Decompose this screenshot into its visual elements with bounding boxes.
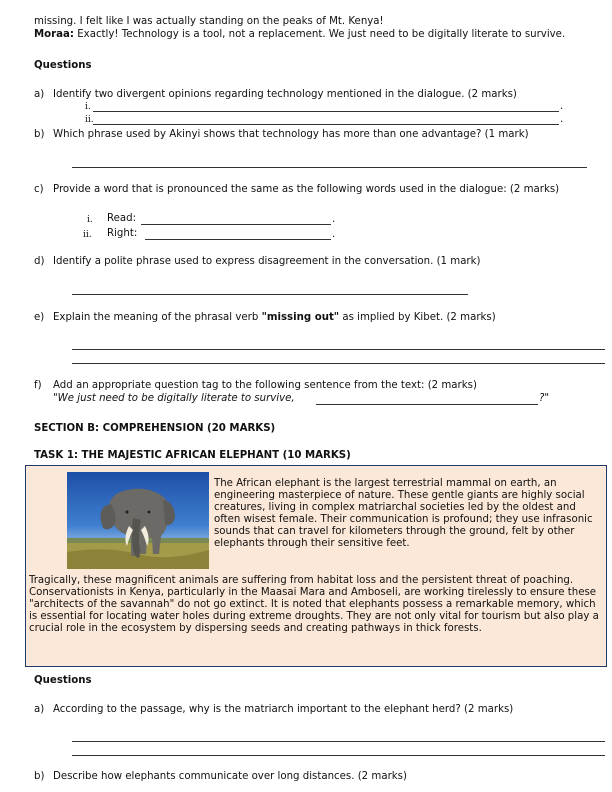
elephant-image — [67, 472, 209, 569]
question-c-text: Provide a word that is pronounced the same as the following words used in the dialogue: (2 marks) — [53, 184, 560, 195]
line-end-dot: . — [560, 114, 564, 125]
question-d-label: d) — [34, 256, 45, 267]
answer-line[interactable] — [93, 124, 559, 125]
answer-line[interactable] — [141, 224, 331, 225]
question-a-text: Identify two divergent opinions regarding technology mentioned in the dialogue. (2 marks) — [53, 89, 517, 100]
question-2a-label: a) — [34, 704, 45, 715]
question-f-text: Add an appropriate question tag to the following sentence from the text: (2 marks) — [53, 380, 477, 391]
question-a-label: a) — [34, 89, 45, 100]
question-c-label: c) — [34, 184, 44, 195]
passage-intro: The African elephant is the largest terrestrial mammal on earth, an engineering masterpiece of nature. These gentle giants are highly social creatures, living in complex matriarchal societies led by the oldest and often wisest female. Their communication is profound; they use infrasonic sounds that can travel for kilometers through the ground, felt by other elephants through their sensitive feet. — [214, 478, 593, 550]
question-f-quote: "We just need to be digitally literate to survive, — [53, 393, 295, 404]
dialogue-line — [34, 29, 565, 41]
question-b-text: Which phrase used by Akinyi shows that technology has more than one advantage? (1 mark) — [53, 129, 529, 140]
question-b-label: b) — [34, 129, 45, 140]
question-d-text: Identify a polite phrase used to express disagreement in the conversation. (1 mark) — [53, 256, 481, 267]
answer-line[interactable] — [72, 755, 605, 756]
section-heading: SECTION B: COMPREHENSION (20 MARKS) — [34, 423, 276, 434]
answer-line[interactable] — [72, 363, 605, 364]
phrasal-verb: "missing out" — [261, 312, 340, 323]
answer-line[interactable] — [145, 239, 331, 240]
answer-line[interactable] — [316, 404, 538, 405]
questions-heading: Questions — [34, 60, 92, 71]
question-2a-text: According to the passage, why is the matriarch important to the elephant herd? (2 marks) — [53, 704, 514, 715]
question-2b-text: Describe how elephants communicate over long distances. (2 marks) — [53, 771, 407, 782]
question-2b-label: b) — [34, 771, 45, 782]
question-c-sub1-num: i. — [87, 215, 93, 225]
question-c-sub2-num: ii. — [83, 230, 92, 240]
answer-line[interactable] — [72, 167, 587, 168]
question-c-sub2: Right: — [107, 228, 138, 239]
question-e-label: e) — [34, 312, 45, 323]
answer-line[interactable] — [72, 741, 605, 742]
speaker-name: Moraa: — [34, 29, 74, 40]
answer-line[interactable] — [72, 294, 468, 295]
dialogue-line: missing. I felt like I was actually standing on the peaks of Mt. Kenya! — [34, 16, 384, 27]
answer-line[interactable] — [72, 349, 605, 350]
answer-line[interactable] — [93, 111, 559, 112]
task-heading: TASK 1: THE MAJESTIC AFRICAN ELEPHANT (10 MARKS) — [34, 450, 351, 461]
question-a-sub1: i. — [85, 102, 91, 112]
questions-heading: Questions — [34, 675, 92, 686]
passage-box — [25, 465, 607, 667]
question-e-after: as implied by Kibet. (2 marks) — [339, 312, 496, 323]
question-f-label: f) — [34, 380, 42, 391]
line-end-dot: . — [332, 229, 336, 240]
question-c-sub1: Read: — [107, 213, 137, 224]
line-end-dot: . — [560, 101, 564, 112]
passage-body: Tragically, these magnificent animals are suffering from habitat loss and the persistent threat of poaching. Conservationists in Kenya, particularly in the Maasai Mara and Amboseli, are working tirelessly to ensure these "architects of the savannah" do not go extinct. It is noted that elephants possess a remarkable memory, which is essential for locating water holes during extreme droughts. They are not only vital for tourism but also play a crucial role in the ecosystem by dispersing seeds and creating pathways in thick forests. — [29, 575, 599, 635]
question-f-quote-end: ?" — [539, 393, 550, 404]
speaker-text: Exactly! Technology is a tool, not a replacement. We just need to be digitally literate to survive. — [77, 29, 566, 40]
question-e-before: Explain the meaning of the phrasal verb — [53, 312, 262, 323]
question-e-text — [53, 312, 496, 324]
elephant-photo — [67, 472, 209, 569]
line-end-dot: . — [332, 214, 336, 225]
question-a-sub2: ii. — [85, 115, 94, 125]
